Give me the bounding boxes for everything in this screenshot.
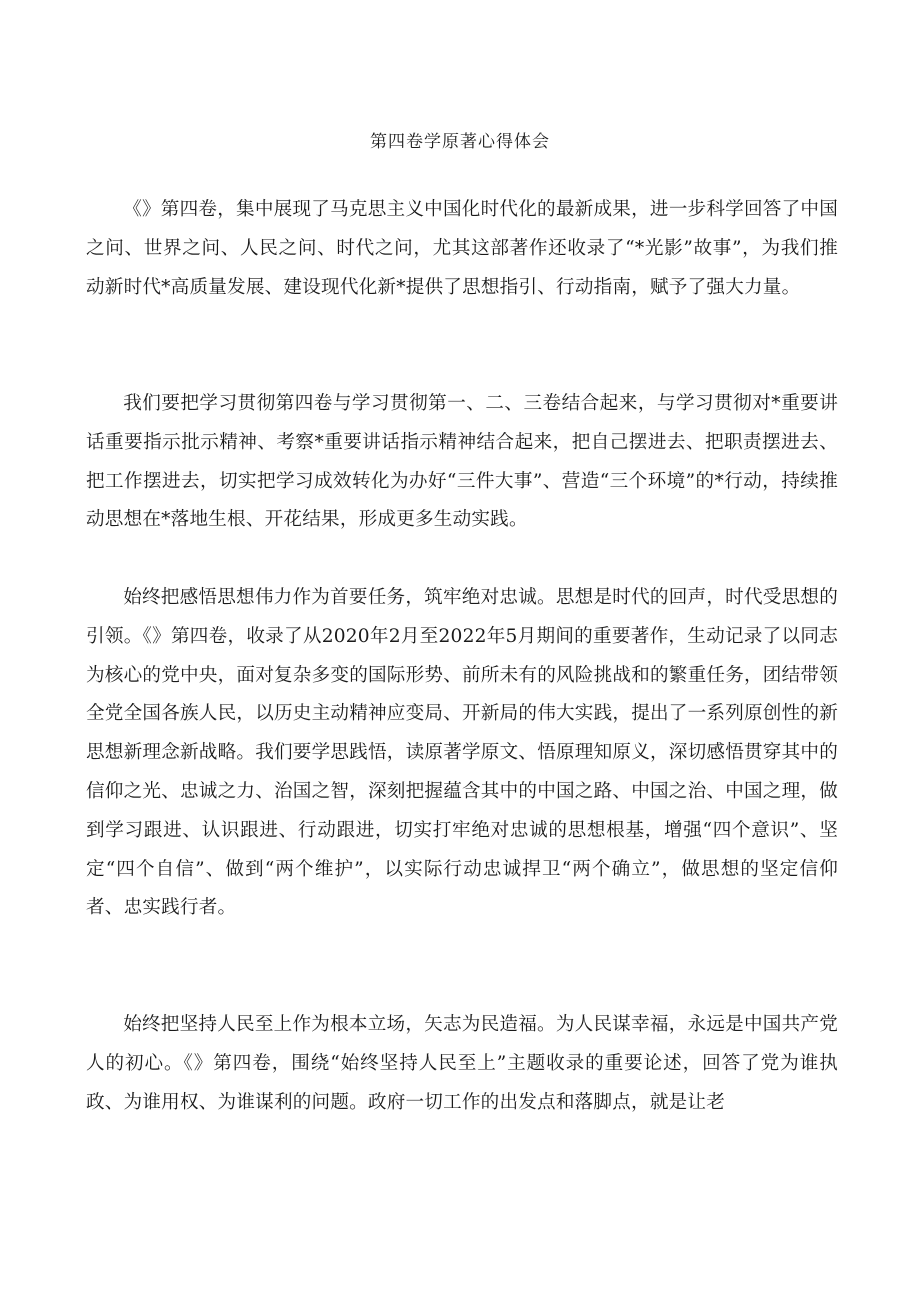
- paragraph-1: 《》第四卷，集中展现了马克思主义中国化时代化的最新成果，进一步科学回答了中国之问、世界之问、人民之问、时代之问，尤其这部著作还收录了“*光影”故事”，为我们推动新时代*高质量发展、建设现代化新*提供了思想指引、行动指南，赋予了强大力量。: [86, 199, 838, 298]
- document-title: 第四卷学原著心得体会: [370, 132, 550, 152]
- paragraph-2: 我们要把学习贯彻第四卷与学习贯彻第一、二、三卷结合起来，与学习贯彻对*重要讲话重要指示批示精神、考察*重要讲话指示精神结合起来，把自己摆进去、把职责摆进去、把工作摆进去，切实把学习成效转化为办好“三件大事”、营造“三个环境”的*行动，持续推动思想在*落地生根、开花结果，形成更多生动实践。: [86, 393, 838, 531]
- paragraph-3: 始终把感悟思想伟力作为首要任务，筑牢绝对忠诚。思想是时代的回声，时代受思想的引领。《》第四卷，收录了从2020年2月至2022年5月期间的重要著作，生动记录了以同志为核心的党中央，面对复杂多变的国际形势、前所未有的风险挑战和的繁重任务，团结带领全党全国各族人民，以历史主动精神应变局、开新局的伟大实践，提出了一系列原创性的新思想新理念新战略。我们要学思践悟，读原著学原文、悟原理知原义，深切感悟贯穿其中的信仰之光、忠诚之力、治国之智，深刻把握蕴含其中的中国之路、中国之治、中国之理，做到学习跟进、认识跟进、行动跟进，切实打牢绝对忠诚的思想根基，增强“四个意识”、坚定“四个自信”、做到“两个维护”，以实际行动忠诚捍卫“两个确立”，做思想的坚定信仰者、忠实践行者。: [86, 587, 838, 919]
- paragraph-4: 始终把坚持人民至上作为根本立场，矢志为民造福。为人民谋幸福，永远是中国共产党人的初心。《》第四卷，围绕“始终坚持人民至上”主题收录的重要论述，回答了党为谁执政、为谁用权、为谁谋利的问题。政府一切工作的出发点和落脚点，就是让老: [86, 1014, 838, 1113]
